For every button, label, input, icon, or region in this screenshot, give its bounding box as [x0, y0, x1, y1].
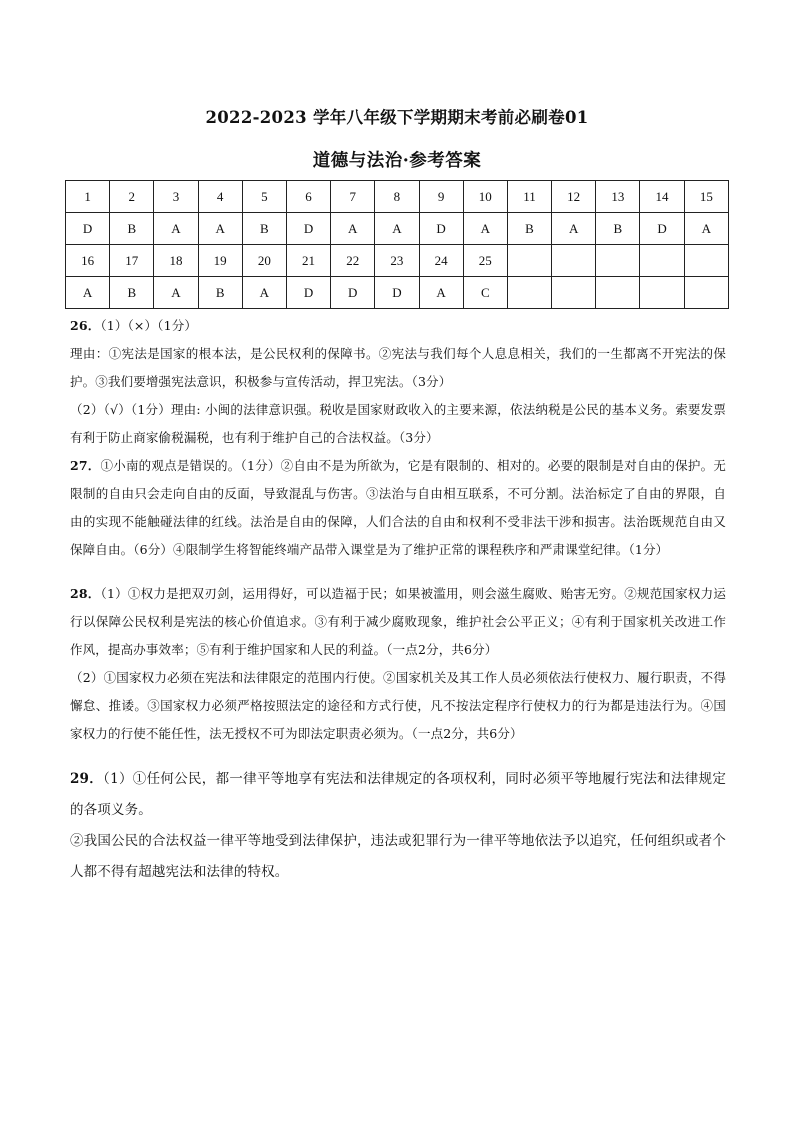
answer-cell	[596, 277, 640, 309]
question-number-cell: 12	[552, 181, 596, 213]
answer-cell: A	[375, 213, 419, 245]
question-number-cell: 8	[375, 181, 419, 213]
answer-cell: B	[110, 277, 154, 309]
q26-part2: （2）（√）（1分）理由: 小闽的法律意识强。税收是国家财政收入的主要来源，依法纳税是公民的基本义务。索要发票有利于防止商家偷税漏税，也有利于维护自己的合法权益。（3分）	[70, 402, 726, 445]
document-subtitle: 道德与法治·参考答案	[312, 151, 482, 171]
table-row-numbers-2	[66, 245, 729, 277]
answer-cell: A	[66, 277, 110, 309]
answer-cell: A	[419, 277, 463, 309]
question-number-cell: 14	[640, 181, 684, 213]
answer-table	[65, 180, 729, 309]
question-number-cell: 23	[375, 245, 419, 277]
answer-cell: D	[331, 277, 375, 309]
question-number-cell: 21	[286, 245, 330, 277]
question-number-cell	[684, 245, 728, 277]
answer-cell: A	[552, 213, 596, 245]
answer-content	[70, 312, 726, 888]
question-number-cell: 22	[331, 245, 375, 277]
question-number-cell: 10	[463, 181, 507, 213]
question-number-cell	[596, 245, 640, 277]
answer-cell: B	[596, 213, 640, 245]
answer-cell: A	[463, 213, 507, 245]
q29-part1	[70, 764, 726, 826]
q28-part1-text: （1）①权力是把双刃剑，运用得好，可以造福于民；如果被滥用，则会滋生腐败、贻害无穷。②规范国家权力运行以保障公民权利是宪法的核心价值追求。③有利于减少腐败现象，维护社会公平正义；④有利于国家机关改进工作作风，提高办事效率；⑤有利于维护国家和人民的利益。（一点2分，共6分）	[70, 586, 726, 657]
question-number-cell	[640, 245, 684, 277]
question-number-cell: 6	[286, 181, 330, 213]
answer-cell: A	[154, 277, 198, 309]
q27-answer	[70, 452, 726, 564]
question-number-cell: 3	[154, 181, 198, 213]
answer-cell: B	[507, 213, 551, 245]
question-number-cell: 24	[419, 245, 463, 277]
answer-cell: B	[242, 213, 286, 245]
question-number-cell: 9	[419, 181, 463, 213]
answer-cell: D	[375, 277, 419, 309]
answer-cell: B	[110, 213, 154, 245]
question-number-cell: 15	[684, 181, 728, 213]
answer-cell: A	[331, 213, 375, 245]
question-number-cell: 16	[66, 245, 110, 277]
answer-cell: A	[198, 213, 242, 245]
table-row-answers-1	[66, 213, 729, 245]
answer-cell: B	[198, 277, 242, 309]
q26-part1	[70, 312, 726, 340]
answer-cell: D	[640, 213, 684, 245]
answer-cell	[640, 277, 684, 309]
question-number-cell: 25	[463, 245, 507, 277]
question-number-cell: 1	[66, 181, 110, 213]
table-row-numbers-1	[66, 181, 729, 213]
q29-part1-text: （1）①任何公民，都一律平等地享有宪法和法律规定的各项权利，同时必须平等地履行宪法和法律规定的各项义务。	[70, 771, 726, 818]
table-row-answers-2	[66, 277, 729, 309]
answer-cell	[552, 277, 596, 309]
question-number-cell: 19	[198, 245, 242, 277]
q28-number: 28．	[70, 586, 101, 601]
answer-cell	[507, 277, 551, 309]
answer-cell	[684, 277, 728, 309]
question-number-cell: 18	[154, 245, 198, 277]
question-number-cell: 11	[507, 181, 551, 213]
q29-number: 29．	[70, 771, 104, 787]
q27-number: 27．	[70, 458, 101, 473]
question-number-cell: 2	[110, 181, 154, 213]
question-number-cell: 20	[242, 245, 286, 277]
answer-cell: D	[419, 213, 463, 245]
q26-number: 26．	[70, 318, 101, 333]
q26-part1-text: （1）（×）（1分）	[100, 318, 197, 333]
answer-cell: A	[154, 213, 198, 245]
q29-part1-point2: ②我国公民的合法权益一律平等地受到法律保护，违法或犯罪行为一律平等地依法予以追究，任何组织或者个人都不得有超越宪法和法律的特权。	[70, 833, 726, 880]
question-number-cell: 13	[596, 181, 640, 213]
document-title: 2022-2023 学年八年级下学期期末考前必刷卷01	[205, 108, 589, 127]
answer-cell: D	[286, 213, 330, 245]
question-number-cell	[507, 245, 551, 277]
question-number-cell: 5	[242, 181, 286, 213]
question-number-cell	[552, 245, 596, 277]
q27-text: ①小南的观点是错误的。（1分）②自由不是为所欲为，它是有限制的、相对的。必要的限制是对自由的保护。无限制的自由只会走向自由的反面，导致混乱与伤害。③法治与自由相互联系，不可分割。法治标定了自由的界限，自由的实现不能触碰法律的红线。法治是自由的保障，人们合法的自由和权利不受非法干涉和损害。法治既规范自由又保障自由。（6分）④限制学生将智能终端产品带入课堂是为了维护正常的课程秩序和严肃课堂纪律。（1分）	[70, 458, 726, 557]
q26-reason: 理由：①宪法是国家的根本法，是公民权利的保障书。②宪法与我们每个人息息相关，我们的一生都离不开宪法的保护。③我们要增强宪法意识，积极参与宣传活动，捍卫宪法。（3分）	[70, 346, 726, 389]
answer-cell: A	[684, 213, 728, 245]
question-number-cell: 7	[331, 181, 375, 213]
answer-cell: A	[242, 277, 286, 309]
answer-cell: D	[286, 277, 330, 309]
answer-cell: C	[463, 277, 507, 309]
question-number-cell: 17	[110, 245, 154, 277]
question-number-cell: 4	[198, 181, 242, 213]
answer-cell: D	[66, 213, 110, 245]
q28-part2: （2）①国家权力必须在宪法和法律限定的范围内行使。②国家机关及其工作人员必须依法行使权力、履行职责，不得懈怠、推诿。③国家权力必须严格按照法定的途径和方式行使，凡不按法定程序行使权力的行为都是违法行为。④国家权力的行使不能任性，法无授权不可为即法定职责必须为。（一点2分，共6分）	[70, 670, 726, 741]
q28-part1	[70, 580, 726, 664]
